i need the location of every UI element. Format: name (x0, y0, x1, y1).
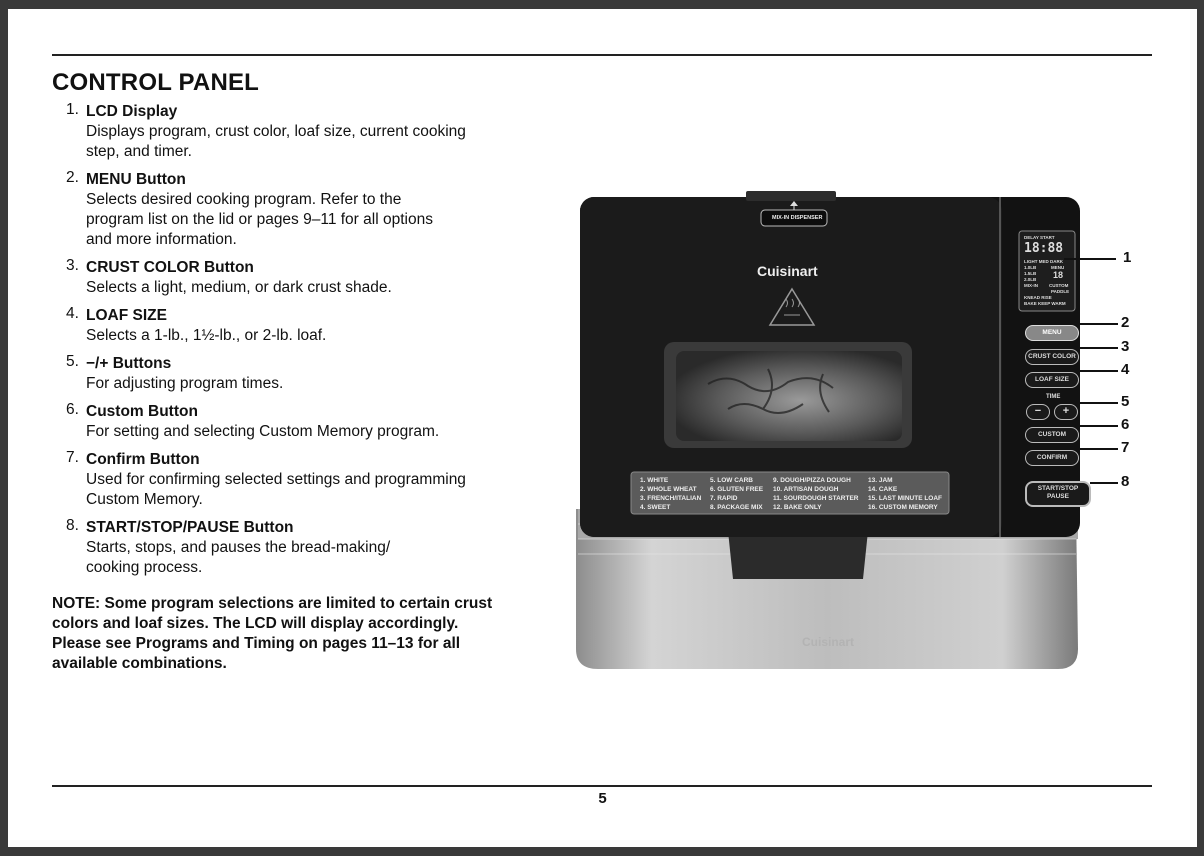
lcd-bake-warm: BAKE KEEP WARM (1024, 301, 1066, 306)
plus-button[interactable]: + (1054, 404, 1078, 420)
item-number: 7. (66, 449, 79, 466)
callout-line (1080, 448, 1118, 450)
item-title: −/+ Buttons (86, 355, 172, 372)
lcd-custom: CUSTOM (1049, 283, 1069, 288)
callout-line (1080, 370, 1118, 372)
callout-line (1080, 402, 1118, 404)
program-item: 16. CUSTOM MEMORY (868, 504, 938, 511)
program-item: 14. CAKE (868, 486, 898, 493)
svg-text:Cuisinart: Cuisinart (801, 635, 855, 649)
lcd-crust-row: LIGHT MED DARK (1024, 259, 1063, 264)
lcd-digits: 18:88 (1024, 241, 1064, 256)
callout-line (1080, 323, 1118, 325)
menu-button[interactable]: MENU (1025, 325, 1079, 341)
list-item (52, 257, 512, 298)
machine-drawing (558, 179, 1098, 689)
callout-number: 2 (1121, 314, 1130, 331)
note-text: NOTE: Some program selections are limited to certain crust colors and loaf sizes. The LCD will display accordingly. Please see Programs and Timing on pages 11–13 for all available combinations. (52, 595, 493, 672)
program-item: 15. LAST MINUTE LOAF (868, 495, 943, 502)
page-title: CONTROL PANEL (52, 69, 260, 96)
callout-number: 8 (1121, 473, 1130, 490)
lcd-menu: MENU (1051, 265, 1065, 270)
program-item: 8. PACKAGE MIX (710, 504, 763, 511)
list-item (52, 305, 512, 346)
program-item: 2. WHOLE WHEAT (640, 486, 697, 493)
program-item: 11. SOURDOUGH STARTER (773, 495, 859, 502)
item-description: Displays program, crust color, loaf size, current cooking step, and timer. (86, 123, 466, 160)
lcd-mixin: MIX-IN (1024, 283, 1038, 288)
item-title: Custom Button (86, 403, 198, 420)
callout-number: 5 (1121, 393, 1130, 410)
lcd-loaf-2: 1.5LB (1024, 271, 1037, 276)
item-number: 6. (66, 401, 79, 418)
minus-button[interactable]: − (1026, 404, 1050, 420)
item-title: LCD Display (86, 103, 178, 120)
lcd-paddle: PADDLE (1051, 289, 1070, 294)
custom-button[interactable]: CUSTOM (1025, 427, 1079, 443)
control-list (52, 101, 512, 585)
callout-line (1080, 425, 1118, 427)
item-description: For setting and selecting Custom Memory program. (86, 423, 440, 440)
list-item (52, 101, 512, 162)
item-description: Used for confirming selected settings and programming Custom Memory. (86, 471, 466, 508)
manual-page (8, 9, 1197, 847)
item-number: 3. (66, 257, 79, 274)
lcd-menu-number: 18 (1053, 270, 1064, 280)
item-title: MENU Button (86, 171, 186, 188)
list-item (52, 353, 512, 394)
page-number: 5 (598, 790, 607, 807)
list-item (52, 169, 512, 250)
callout-number: 6 (1121, 416, 1130, 433)
program-item: 3. FRENCH/ITALIAN (640, 495, 702, 502)
item-title: CRUST COLOR Button (86, 259, 254, 276)
item-description: For adjusting program times. (86, 375, 284, 392)
callout-number: 1 (1123, 249, 1132, 266)
lcd-delay-start: DELAY START (1024, 235, 1055, 240)
dispenser-label: MIX-IN DISPENSER (772, 215, 823, 221)
callout-number: 4 (1121, 361, 1130, 378)
program-item: 7. RAPID (710, 495, 738, 502)
program-item: 1. WHITE (640, 477, 669, 484)
list-item (52, 401, 512, 442)
item-title: Confirm Button (86, 451, 200, 468)
bottom-rule (52, 785, 1152, 787)
program-item: 13. JAM (868, 477, 893, 484)
callout-line (1080, 347, 1118, 349)
program-item: 12. BAKE ONLY (773, 504, 822, 511)
list-item (52, 517, 512, 578)
item-title: START/STOP/PAUSE Button (86, 519, 294, 536)
bread-machine-illustration (558, 179, 1098, 689)
time-label: TIME (1046, 394, 1061, 400)
confirm-button[interactable]: CONFIRM (1025, 450, 1079, 466)
item-number: 2. (66, 169, 79, 186)
start-stop-pause-button[interactable]: START/STOP PAUSE (1025, 481, 1091, 507)
crust-color-button[interactable]: CRUST COLOR (1025, 349, 1079, 365)
list-item (52, 449, 512, 510)
callout-number: 3 (1121, 338, 1130, 355)
lcd-knead-rise: KNEAD RISE (1024, 295, 1052, 300)
item-number: 5. (66, 353, 79, 370)
top-rule (52, 54, 1152, 56)
item-description: Selects a light, medium, or dark crust shade. (86, 279, 392, 296)
callout-line (1064, 258, 1116, 260)
item-description: Selects a 1-lb., 1½-lb., or 2-lb. loaf. (86, 327, 327, 344)
item-title: LOAF SIZE (86, 307, 167, 324)
loaf-size-button[interactable]: LOAF SIZE (1025, 372, 1079, 388)
callout-line (1090, 482, 1118, 484)
callout-number: 7 (1121, 439, 1130, 456)
item-number: 1. (66, 101, 79, 118)
brand-logo: Cuisinart (757, 263, 818, 279)
program-item: 4. SWEET (640, 504, 671, 511)
program-item: 10. ARTISAN DOUGH (773, 486, 839, 493)
program-item: 6. GLUTEN FREE (710, 486, 764, 493)
item-number: 4. (66, 305, 79, 322)
item-number: 8. (66, 517, 79, 534)
lcd-loaf-3: 2.0LB (1024, 277, 1037, 282)
item-description: Selects desired cooking program. Refer to the program list on the lid or pages 9–11 for all options and more information. (86, 191, 433, 248)
program-item: 5. LOW CARB (710, 477, 753, 484)
item-description: Starts, stops, and pauses the bread-making/ cooking process. (86, 539, 391, 576)
lcd-loaf-1: 1.0LB (1024, 265, 1037, 270)
program-item: 9. DOUGH/PIZZA DOUGH (773, 477, 851, 484)
